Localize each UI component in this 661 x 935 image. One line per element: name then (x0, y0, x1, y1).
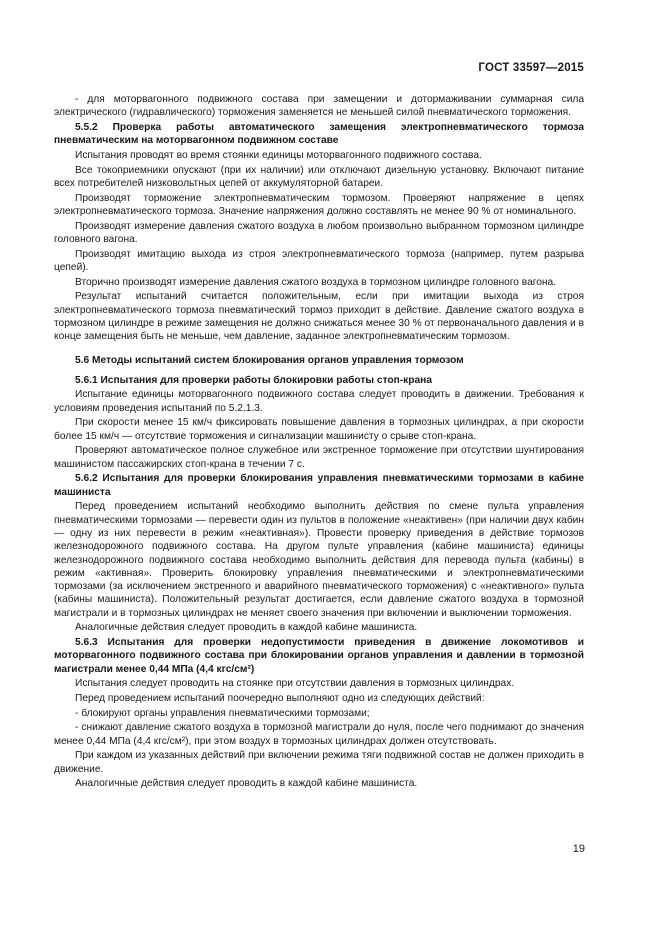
page-number: 19 (572, 843, 585, 855)
paragraph: - для моторвагонного подвижного состава при замещении и дотормаживании суммарная сила электрического (гидравлического) торможения заменяется не меньшей силой пневматического торможения. (54, 94, 584, 119)
paragraph: Испытания следует проводить на стоянке при отсутствии давления в тормозных цилиндрах. (75, 678, 515, 690)
paragraph: Результат испытаний считается положительным, если при имитации выхода из строя электропневматического тормоза пневматический тормоз приходит в действие. Давление сжатого воздуха в тормозном цилиндре в режиме замещения не должно снижаться менее 30 % от первоначального давления и в конце замещения быть не меньше, чем давление, заданное электропневматическим тормозом. (54, 291, 584, 343)
paragraph: Все токоприемники опускают (при их наличии) или отключают дизельную установку. Включают питание всех потребителей низковольтных цепей от аккумуляторной батареи. (54, 164, 584, 189)
document-body (54, 93, 584, 792)
paragraph: Производят измерение давления сжатого воздуха в любом произвольно выбранном тормозном цилиндре головного вагона. (54, 220, 584, 245)
paragraph: Проверяют автоматическое полное служебное или экстренное торможение при отсутствии шунтирования машинистом пассажирских стоп-крана в течении 7 с. (54, 445, 584, 470)
list-item: - блокируют органы управления пневматическими тормозами; (75, 707, 370, 719)
paragraph: Перед проведением испытаний поочередно выполняют одно из следующих действий: (75, 693, 485, 705)
paragraph: Производят торможение электропневматическим тормозом. Проверяют напряжение в цепях электропневматического тормоза. Значение напряжения должно составлять не менее 90 % от номинального. (54, 192, 584, 217)
paragraph: Производят имитацию выхода из строя электропневматического тормоза (например, путем разрыва цепей). (54, 248, 584, 273)
standard-code-header: ГОСТ 33597—2015 (478, 62, 584, 74)
paragraph: Испытания проводят во время стоянки единицы моторвагонного подвижного состава. (75, 149, 482, 161)
section-heading-5-6: 5.6 Методы испытаний систем блокирования органов управления тормозом (75, 355, 464, 367)
section-heading-5-6-3: 5.6.3 Испытания для проверки недопустимости приведения в движение локомотивов и моторвагонного подвижного состава при блокировании органов управления и давлении в тормозной магистрали менее 0,44 МПа (4,4 кгс/см²) (54, 637, 584, 675)
paragraph: Вторично производят измерение давления сжатого воздуха в тормозном цилиндре головного вагона. (75, 276, 557, 288)
section-heading-5-6-2: 5.6.2 Испытания для проверки блокирования управления пневматическими тормозами в кабине машиниста (54, 473, 584, 498)
paragraph: Аналогичные действия следует проводить в каждой кабине машиниста. (75, 622, 418, 634)
paragraph: При каждом из указанных действий при включении режима тяги подвижной состав не должен приходить в движение. (54, 750, 584, 775)
paragraph: Испытание единицы моторвагонного подвижного состава следует проводить в движении. Требования к условиям проведения испытаний по 5.2.1.3. (54, 389, 584, 414)
section-heading-5-5-2: 5.5.2 Проверка работы автоматического замещения электропневматического тормоза пневматическим на моторвагонном подвижном составе (54, 121, 584, 147)
section-heading-5-6-1: 5.6.1 Испытания для проверки работы блокировки работы стоп-крана (75, 374, 432, 386)
list-item: - снижают давление сжатого воздуха в тормозной магистрали до нуля, после чего поднимают до значения менее 0,44 МПа (4,4 кгс/см²), при этом воздух в тормозных цилиндрах должен отсутствовать. (54, 722, 584, 747)
paragraph: Аналогичные действия следует проводить в каждой кабине машиниста. (75, 778, 418, 790)
paragraph: Перед проведением испытаний необходимо выполнить действия по смене пульта управления пневматическими тормозами — перевести один из пультов в положение «неактивен» (при наличии двух кабин — одну из них перевести в режим «неактивная»). Провести проверку приведения в действие тормозов железнодорожного подвижного состава. На другом пульте управления (кабине машиниста) единицы железнодорожного подвижного состава необходимо выполнить действия для перевода пульта (кабины) в режим «активная». Проверить блокировку управления пневматическими и электропневматическими тормозами (за исключением экстренного и аварийного пневматического торможения) с «неактивного» пульта (кабины машиниста). Положительный результат достигается, если давление сжатого воздуха в тормозной магистрали и в тормозных цилиндрах не меняет своего значения при включении и выключении торможения. (54, 501, 584, 619)
paragraph: При скорости менее 15 км/ч фиксировать повышение давления в тормозных цилиндрах, а при скорости более 15 км/ч — отсутствие торможения и сигнализации машинисту о срыве стоп-крана. (54, 417, 584, 442)
